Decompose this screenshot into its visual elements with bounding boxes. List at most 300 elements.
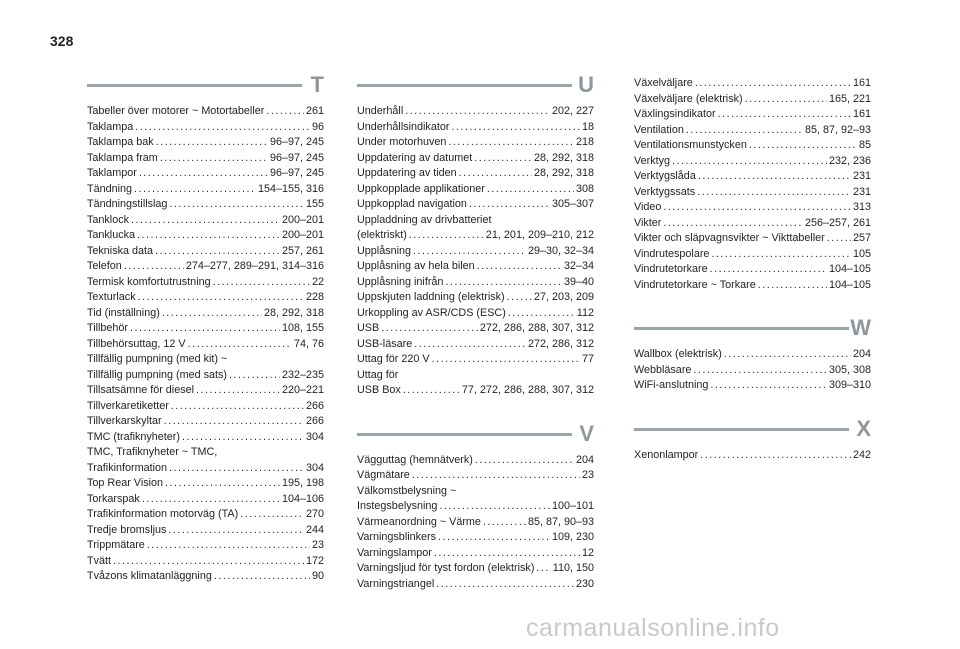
entry-pages: 154–155, 316 xyxy=(257,182,324,195)
dot-leader xyxy=(213,275,310,291)
index-entry xyxy=(87,507,324,523)
entry-term: Vägguttag (hemnätverk) xyxy=(357,453,473,466)
index-entry xyxy=(634,92,871,108)
dot-leader xyxy=(695,76,851,92)
dot-leader xyxy=(724,347,851,363)
dot-leader xyxy=(188,337,292,353)
index-entry xyxy=(357,104,594,120)
dot-leader xyxy=(672,154,827,170)
entry-term: Tillbehörsuttag, 12 V xyxy=(87,337,186,350)
index-entry xyxy=(357,368,594,384)
index-entry xyxy=(357,561,594,577)
index-entries xyxy=(634,76,871,293)
entry-pages: 304 xyxy=(305,430,324,443)
entry-term: Upplåsning inifrån xyxy=(357,275,444,288)
entry-pages: 27, 203, 209 xyxy=(533,291,594,303)
entry-term: Underhåll xyxy=(357,105,404,117)
entry-term: Tanklock xyxy=(87,213,130,226)
index-section xyxy=(357,72,594,399)
index-entry xyxy=(634,262,871,278)
dot-leader xyxy=(432,352,580,368)
entry-term: USB-läsare xyxy=(357,337,413,350)
entry-term: Tändning xyxy=(87,182,133,195)
entry-pages: 304 xyxy=(305,461,324,474)
dot-leader xyxy=(710,378,827,394)
entry-pages: 96–97, 245 xyxy=(269,151,324,164)
section-rule xyxy=(357,84,572,87)
entry-term: Torkarspak xyxy=(87,492,140,505)
index-entry xyxy=(87,228,324,244)
dot-leader xyxy=(711,247,851,263)
index-entry xyxy=(87,259,324,275)
dot-leader xyxy=(137,228,280,244)
entry-term: Taklampa xyxy=(87,120,134,133)
entry-term: Verktygssats xyxy=(634,185,696,198)
index-entry xyxy=(87,321,324,337)
index-entry xyxy=(634,278,871,294)
index-entry xyxy=(357,515,594,531)
index-entry xyxy=(87,492,324,508)
index-entry xyxy=(357,306,594,322)
entry-pages: 256–257, 261 xyxy=(804,216,871,229)
entry-term: Uttag för xyxy=(357,368,399,381)
entry-pages: 200–201 xyxy=(281,229,324,241)
index-entry xyxy=(357,321,594,337)
dot-leader xyxy=(451,120,580,136)
dot-leader xyxy=(439,499,550,515)
index-entry xyxy=(357,499,594,515)
entry-term: Tillfällig pumpning (med sats) xyxy=(87,368,228,381)
entry-term: Tekniska data xyxy=(87,244,154,257)
entry-term: Trafikinformation motorväg (TA) xyxy=(87,508,239,520)
entry-term: TMC (trafiknyheter) xyxy=(87,430,180,443)
section-header xyxy=(634,315,871,340)
entry-term: Vägmätare xyxy=(357,469,410,481)
index-entries xyxy=(634,347,871,394)
entry-pages: 218 xyxy=(575,136,594,148)
entry-term: Webbläsare xyxy=(634,363,692,376)
entry-pages: 195, 198 xyxy=(281,477,324,489)
entry-pages: 29–30, 32–34 xyxy=(527,244,594,257)
index-entries xyxy=(357,104,594,399)
section-rule xyxy=(87,84,302,87)
index-section xyxy=(634,415,871,464)
dot-leader xyxy=(405,104,550,120)
dot-leader xyxy=(438,530,550,546)
index-entry xyxy=(87,337,324,353)
entry-pages: 28, 292, 318 xyxy=(533,151,594,164)
dot-leader xyxy=(697,185,851,201)
entry-term: Ventilationsmunstycken xyxy=(634,139,747,151)
index-entry xyxy=(87,275,324,291)
entry-term: Uppdatering av tiden xyxy=(357,167,457,179)
dot-leader xyxy=(182,430,304,446)
entry-term: Tvätt xyxy=(87,554,111,567)
dot-leader xyxy=(165,476,280,492)
index-entry xyxy=(634,363,871,379)
entry-term: Uppdatering av datumet xyxy=(357,151,473,164)
entry-pages: 112 xyxy=(576,306,594,319)
index-entry xyxy=(634,169,871,185)
entry-pages: 77, 272, 286, 288, 307, 312 xyxy=(461,384,594,396)
dot-leader xyxy=(168,523,304,539)
entry-pages: 32–34 xyxy=(563,260,594,272)
dot-leader xyxy=(164,414,304,430)
entry-pages: 266 xyxy=(305,399,324,412)
section-header xyxy=(634,415,871,441)
dot-leader xyxy=(240,507,304,523)
index-entry xyxy=(357,213,594,229)
index-entry xyxy=(87,290,324,306)
entry-pages: 90 xyxy=(311,570,324,582)
entry-pages: 22 xyxy=(311,275,324,288)
entry-term: Vindrutetorkare ~ Torkare xyxy=(634,278,756,291)
dot-leader xyxy=(698,169,851,185)
entry-pages: 23 xyxy=(581,469,594,481)
index-entry xyxy=(357,197,594,213)
entry-term: (elektriskt) xyxy=(357,229,407,241)
entry-pages: 230 xyxy=(575,577,594,590)
index-section xyxy=(357,420,594,593)
dot-leader xyxy=(142,492,280,508)
entry-term: Trafikinformation xyxy=(87,461,168,474)
entry-term: Värmeanordning ~ Värme xyxy=(357,515,481,528)
index-entries xyxy=(357,453,594,593)
dot-leader xyxy=(409,228,484,244)
index-entry xyxy=(357,484,594,500)
entry-pages: 305, 308 xyxy=(828,363,871,376)
entry-term: Termisk komfortutrustning xyxy=(87,275,211,288)
entry-term: Växelväljare xyxy=(634,77,693,89)
entry-pages: 108, 155 xyxy=(281,322,324,334)
dot-leader xyxy=(700,448,851,464)
dot-leader xyxy=(477,259,562,275)
entry-term: Telefon xyxy=(87,260,122,272)
index-entry xyxy=(87,120,324,136)
entry-pages: 161 xyxy=(852,77,871,89)
entry-pages: 23 xyxy=(311,539,324,551)
index-entry xyxy=(87,368,324,384)
entry-pages: 309–310 xyxy=(828,379,871,391)
entry-pages: 85, 87, 92–93 xyxy=(804,123,871,136)
dot-leader xyxy=(169,197,304,213)
entry-term: Tabeller över motorer ~ Motortabeller xyxy=(87,105,265,117)
entry-pages: 161 xyxy=(852,108,871,120)
entry-pages: 308 xyxy=(575,182,594,195)
entry-term: USB xyxy=(357,322,380,334)
entry-pages: 272, 286, 312 xyxy=(527,337,594,350)
entry-term: Välkomstbelysning ~ xyxy=(357,484,457,497)
dot-leader xyxy=(138,290,304,306)
entry-pages: 204 xyxy=(575,453,594,466)
dot-leader xyxy=(469,197,550,213)
dot-leader xyxy=(147,538,310,554)
dot-leader xyxy=(412,468,580,484)
entry-pages: 96 xyxy=(311,120,324,133)
index-entry xyxy=(357,290,594,306)
entry-term: Upplåsning av hela bilen xyxy=(357,260,475,272)
entry-pages: 272, 286, 288, 307, 312 xyxy=(479,322,594,334)
entry-pages: 261 xyxy=(305,105,324,117)
entry-pages: 165, 221 xyxy=(828,92,871,105)
dot-leader xyxy=(413,244,526,260)
index-entry xyxy=(634,247,871,263)
entry-pages: 105 xyxy=(852,247,871,260)
dot-leader xyxy=(749,138,857,154)
index-entry xyxy=(357,453,594,469)
entry-pages: 266 xyxy=(305,415,324,427)
section-letter: T xyxy=(310,72,324,97)
index-entry xyxy=(634,378,871,394)
entry-term: Uppladdning av drivbatteriet xyxy=(357,213,492,226)
dot-leader xyxy=(131,213,280,229)
index-entry xyxy=(634,76,871,92)
index-entry xyxy=(87,461,324,477)
index-entry xyxy=(357,275,594,291)
dot-leader xyxy=(162,306,262,322)
index-entry xyxy=(87,104,324,120)
section-rule xyxy=(357,433,572,436)
entry-pages: 305–307 xyxy=(551,198,594,210)
index-entry xyxy=(634,107,871,123)
dot-leader xyxy=(475,453,574,469)
index-entry xyxy=(357,228,594,244)
index-entry xyxy=(87,554,324,570)
entry-term: Tillfällig pumpning (med kit) ~ xyxy=(87,353,228,365)
entry-pages: 257 xyxy=(852,232,871,244)
dot-leader xyxy=(710,262,827,278)
index-entry xyxy=(87,414,324,430)
entry-term: Tredje bromsljus xyxy=(87,523,167,536)
entry-term: USB Box xyxy=(357,384,401,396)
entry-term: Instegsbelysning xyxy=(357,500,438,512)
entry-term: Varningstriangel xyxy=(357,577,435,590)
entry-term: Verktygslåda xyxy=(634,170,696,182)
dot-leader xyxy=(414,337,526,353)
section-letter: U xyxy=(578,72,594,97)
index-entry xyxy=(87,538,324,554)
entry-pages: 85, 87, 90–93 xyxy=(527,515,594,528)
entry-term: Uppskjuten laddning (elektrisk) xyxy=(357,291,505,303)
index-entry xyxy=(87,197,324,213)
entry-term: Vikter xyxy=(634,216,662,229)
dot-leader xyxy=(156,135,268,151)
dot-leader xyxy=(434,546,580,562)
section-letter: V xyxy=(579,420,594,446)
dot-leader xyxy=(169,461,304,477)
dot-leader xyxy=(745,92,827,108)
index-entry xyxy=(87,182,324,198)
index-column-2 xyxy=(357,72,594,618)
entry-pages: 172 xyxy=(305,554,324,567)
index-entry xyxy=(87,213,324,229)
index-entry xyxy=(357,383,594,399)
index-entry xyxy=(357,530,594,546)
index-entry xyxy=(634,123,871,139)
entry-pages: 28, 292, 318 xyxy=(263,306,324,319)
index-entry xyxy=(357,151,594,167)
dot-leader xyxy=(758,278,827,294)
entry-term: Tvåzons klimatanläggning xyxy=(87,570,212,582)
entry-pages: 74, 76 xyxy=(293,337,324,350)
dot-leader xyxy=(459,166,532,182)
entry-term: WiFi-anslutning xyxy=(634,379,709,391)
index-entry xyxy=(87,151,324,167)
index-entry xyxy=(87,306,324,322)
dot-leader xyxy=(693,363,827,379)
entry-pages: 232–235 xyxy=(281,368,324,381)
entry-pages: 104–105 xyxy=(828,278,871,291)
entry-term: Tändningstillslag xyxy=(87,198,168,210)
dot-leader xyxy=(508,306,575,322)
entry-term: Urkoppling av ASR/CDS (ESC) xyxy=(357,306,506,319)
dot-leader xyxy=(718,107,851,123)
index-entry xyxy=(357,182,594,198)
dot-leader xyxy=(130,321,280,337)
index-section xyxy=(87,72,324,585)
entry-pages: 244 xyxy=(305,523,324,536)
index-entry xyxy=(634,216,871,232)
index-entry xyxy=(87,523,324,539)
index-entry xyxy=(357,337,594,353)
entry-term: Taklampa bak xyxy=(87,136,154,148)
entry-term: Texturlack xyxy=(87,291,136,303)
index-section xyxy=(634,315,871,394)
index-entry xyxy=(634,231,871,247)
entry-term: Uppkopplad navigation xyxy=(357,198,467,210)
entry-pages: 18 xyxy=(581,120,594,133)
index-entries xyxy=(634,448,871,464)
entry-pages: 96–97, 245 xyxy=(269,167,324,179)
dot-leader xyxy=(266,104,304,120)
index-entry xyxy=(87,244,324,260)
dot-leader xyxy=(536,561,550,577)
dot-leader xyxy=(483,515,526,531)
index-entry xyxy=(634,185,871,201)
entry-pages: 232, 236 xyxy=(828,154,871,167)
entry-pages: 21, 201, 209–210, 212 xyxy=(485,229,594,241)
entry-pages: 228 xyxy=(305,291,324,303)
index-column-1 xyxy=(87,72,324,611)
entry-term: Tillbehör xyxy=(87,322,129,334)
entry-term: Upplåsning xyxy=(357,244,412,257)
index-entry xyxy=(357,244,594,260)
section-letter: X xyxy=(856,415,871,441)
entry-term: Uppkopplade applikationer xyxy=(357,182,485,195)
entry-pages: 202, 227 xyxy=(551,105,594,117)
index-column-3 xyxy=(634,76,871,489)
dot-leader xyxy=(171,399,304,415)
entry-term: Xenonlampor xyxy=(634,448,699,461)
index-entry xyxy=(634,138,871,154)
section-header xyxy=(357,420,594,446)
entry-pages: 109, 230 xyxy=(551,531,594,543)
index-entry xyxy=(357,166,594,182)
entry-term: Verktyg xyxy=(634,154,671,167)
entry-term: Tanklucka xyxy=(87,229,136,241)
dot-leader xyxy=(663,200,851,216)
index-entry xyxy=(87,399,324,415)
entry-pages: 231 xyxy=(852,170,871,182)
entry-pages: 39–40 xyxy=(563,275,594,288)
entry-term: Tillverkaretiketter xyxy=(87,399,169,412)
section-rule xyxy=(634,428,849,431)
entry-term: Varningsljud för tyst fordon (elektrisk) xyxy=(357,562,535,574)
index-entry xyxy=(357,259,594,275)
entry-pages: 77 xyxy=(581,353,594,365)
index-entry xyxy=(634,200,871,216)
entry-term: Taklampa fram xyxy=(87,151,158,164)
dot-leader xyxy=(487,182,574,198)
entry-term: Top Rear Vision xyxy=(87,477,164,489)
section-header xyxy=(357,72,594,97)
index-entry xyxy=(634,347,871,363)
entry-pages: 104–105 xyxy=(828,263,871,275)
index-entry xyxy=(357,120,594,136)
entry-pages: 28, 292, 318 xyxy=(533,167,594,179)
index-entry xyxy=(87,135,324,151)
entry-term: Varningslampor xyxy=(357,546,432,559)
dot-leader xyxy=(139,166,268,182)
entry-pages: 204 xyxy=(852,348,871,360)
entry-pages: 257, 261 xyxy=(281,244,324,257)
section-letter: W xyxy=(850,315,871,340)
entry-term: Under motorhuven xyxy=(357,136,447,148)
index-entries xyxy=(87,104,324,585)
index-entry xyxy=(87,166,324,182)
dot-leader xyxy=(196,383,280,399)
entry-term: Wallbox (elektrisk) xyxy=(634,348,722,360)
entry-term: Vikter och släpvagnsvikter ~ Vikttabeller xyxy=(634,232,825,244)
dot-leader xyxy=(135,120,310,136)
index-entry xyxy=(357,352,594,368)
entry-term: Ventilation xyxy=(634,123,684,136)
index-entry xyxy=(87,352,324,368)
dot-leader xyxy=(113,554,304,570)
entry-pages: 220–221 xyxy=(281,384,324,396)
entry-term: TMC, Trafiknyheter ~ TMC, xyxy=(87,446,218,458)
dot-leader xyxy=(160,151,268,167)
index-entry xyxy=(87,383,324,399)
dot-leader xyxy=(507,290,532,306)
dot-leader xyxy=(214,569,310,585)
index-entry xyxy=(357,135,594,151)
index-entry xyxy=(87,476,324,492)
entry-pages: 313 xyxy=(852,201,871,213)
index-entry xyxy=(87,569,324,585)
index-entry xyxy=(357,546,594,562)
dot-leader xyxy=(474,151,532,167)
dot-leader xyxy=(436,577,574,593)
entry-pages: 155 xyxy=(305,198,324,210)
index-entry xyxy=(634,154,871,170)
entry-pages: 242 xyxy=(852,448,871,461)
entry-term: Trippmätare xyxy=(87,539,145,551)
dot-leader xyxy=(381,321,478,337)
entry-term: Tillverkarskyltar xyxy=(87,415,162,427)
dot-leader xyxy=(124,259,184,275)
entry-pages: 200–201 xyxy=(281,213,324,226)
entry-term: Vindrutespolare xyxy=(634,247,710,260)
entry-pages: 231 xyxy=(852,185,871,198)
index-entry xyxy=(357,468,594,484)
entry-term: Taklampor xyxy=(87,167,137,179)
entry-pages: 100–101 xyxy=(551,500,594,512)
dot-leader xyxy=(445,275,562,291)
entry-term: Varningsblinkers xyxy=(357,531,437,543)
entry-term: Växlingsindikator xyxy=(634,108,716,120)
entry-pages: 96–97, 245 xyxy=(269,136,324,148)
